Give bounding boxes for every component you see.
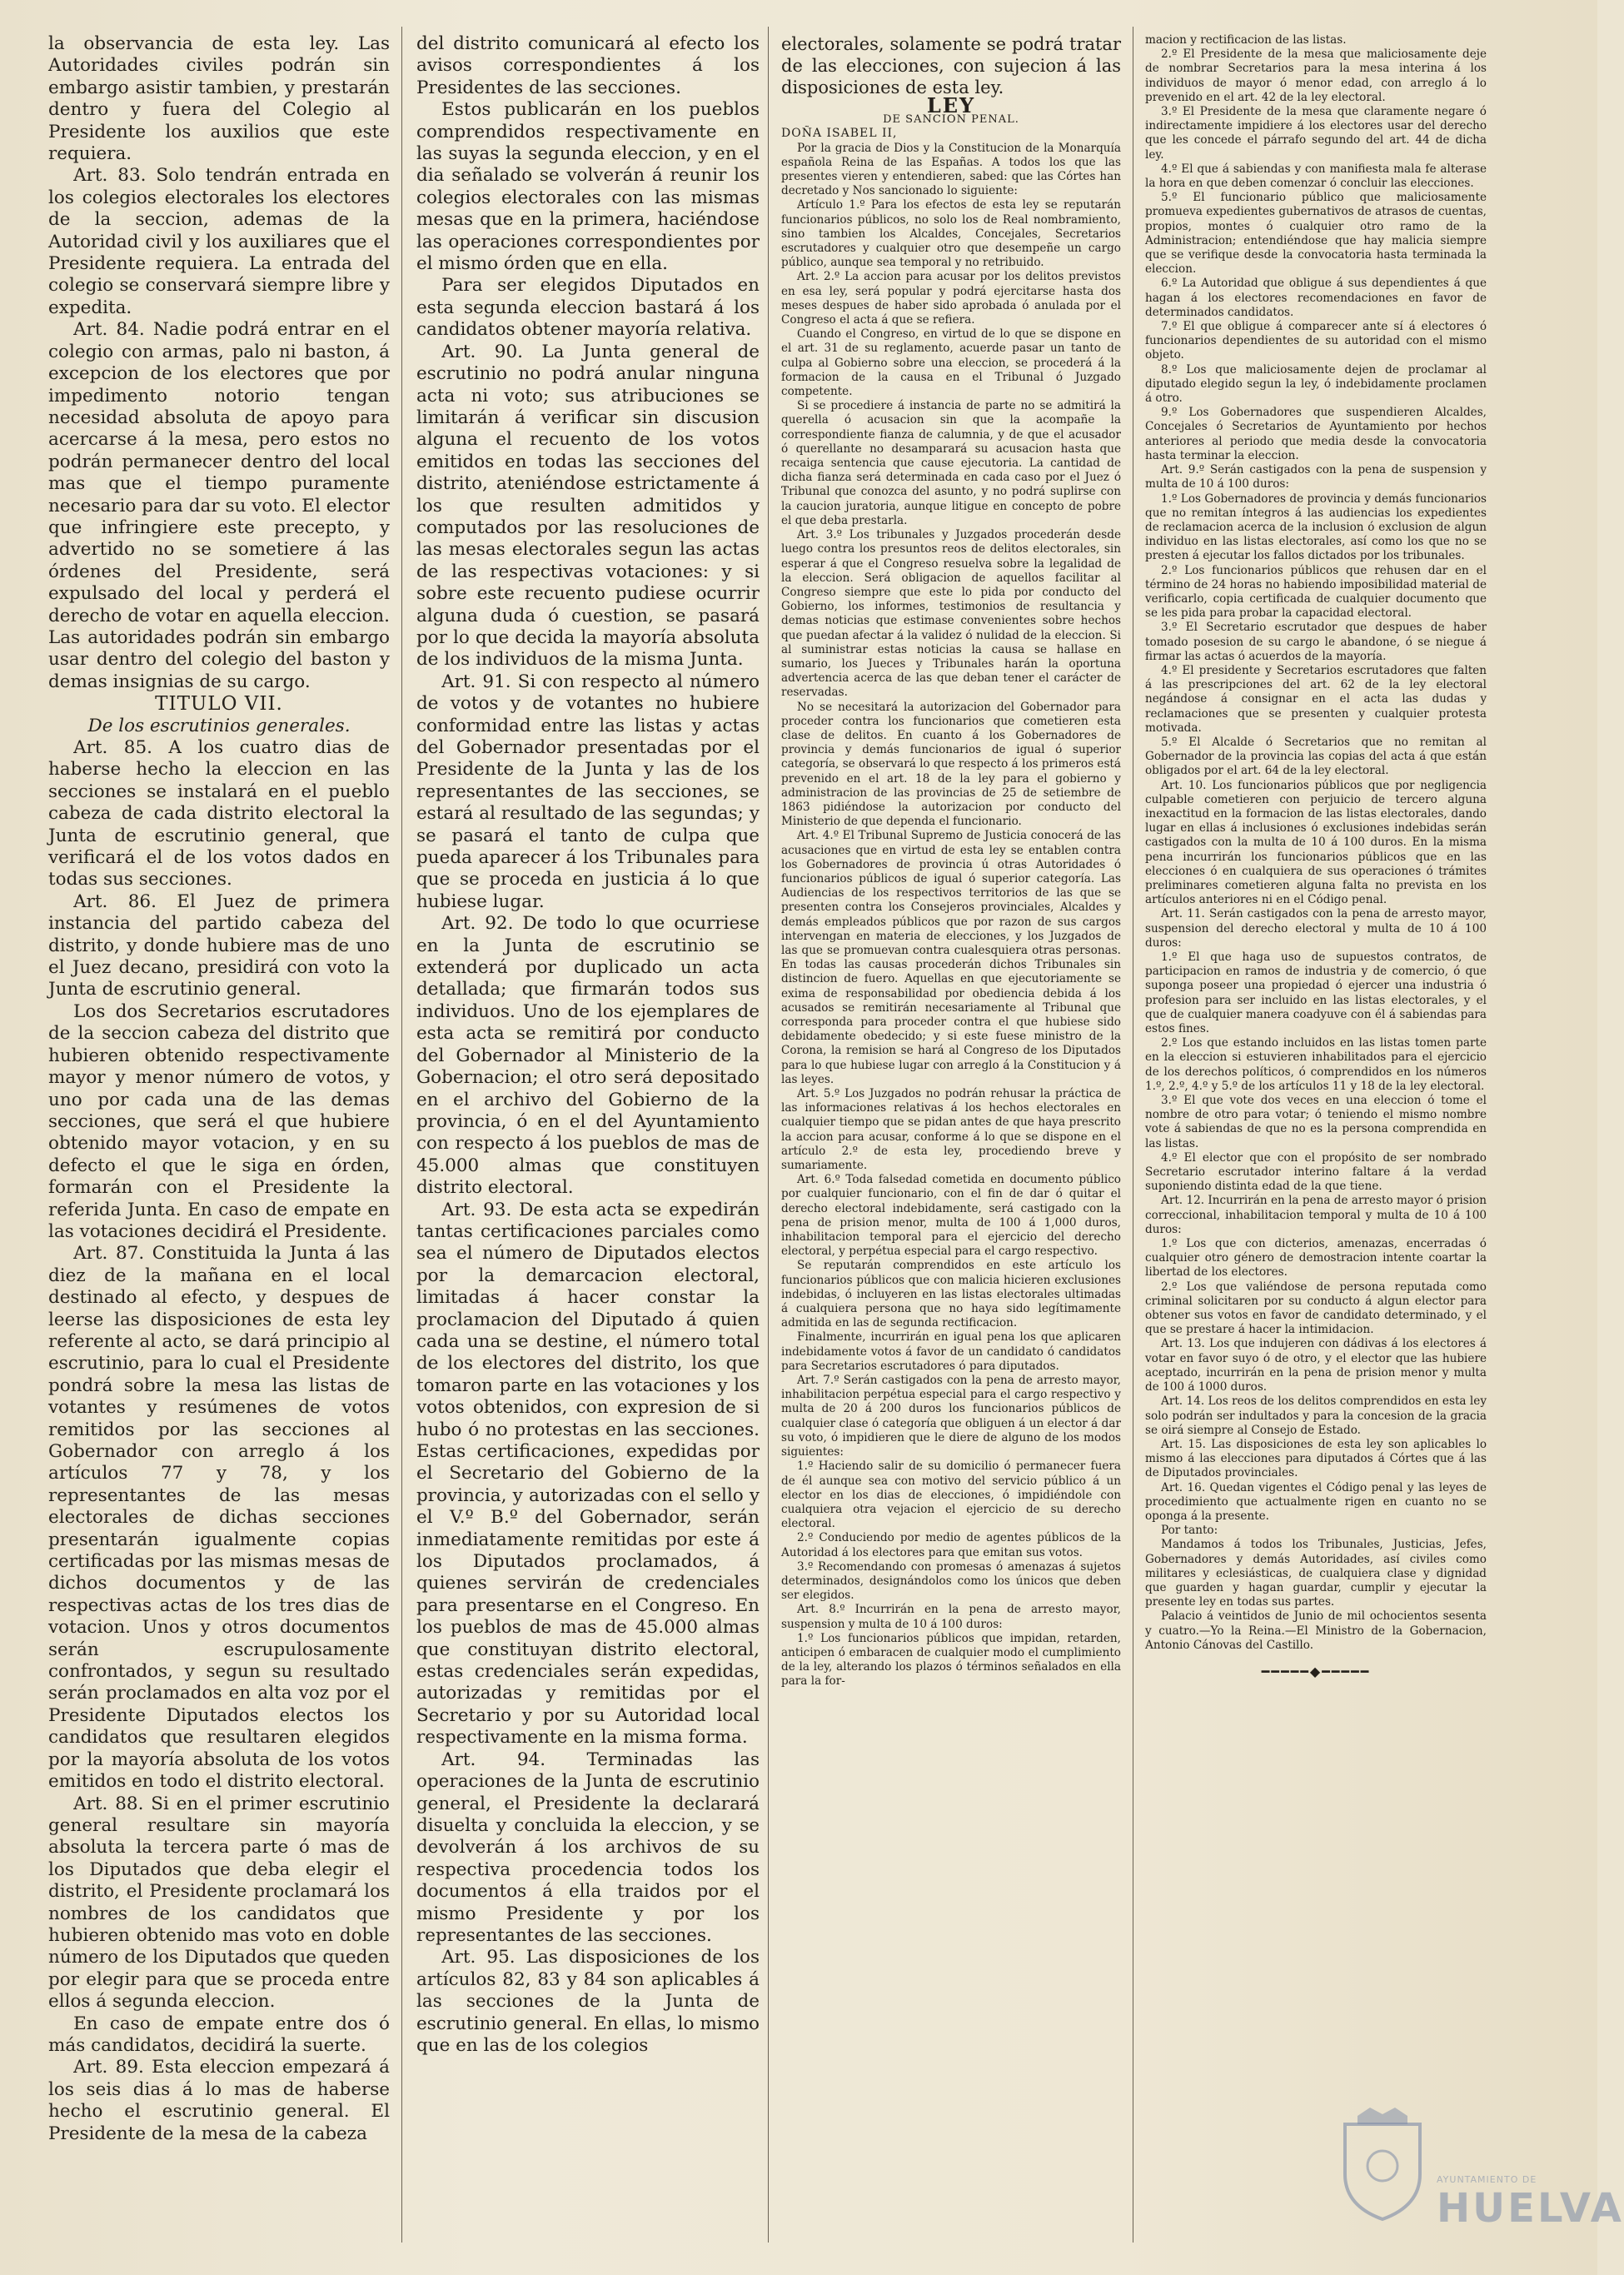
article-94: Art. 94. Terminadas las operaciones de la Junta de escrutinio general, el Presidente la declarará disuelta y concluida la eleccion, y se devolverán á los archivos de su respectiva procedencia todos los documentos á ella traidos por el mismo Presidente y por los representantes de las secciones. bbox=[416, 1749, 760, 1946]
paragraph: 1.º Los funcionarios públicos que impidan, retarden, anticipen ó embaracen de cualquier modo el cumplimiento de la ley, alterando los plazos ó términos señalados en ella para la for- bbox=[781, 1631, 1121, 1689]
paragraph: macion y rectificacion de las listas. bbox=[1145, 33, 1347, 47]
paragraph: 1.º Los Gobernadores de provincia y demás funcionarios que no remitan íntegros á las audiencias los expedientes de reclamacion acerca de la inclusion ó exclusion de algun individuo en las listas electorales, así como los que no se presten á ejecutar los fallos dictados por los tribunales. bbox=[1145, 491, 1487, 563]
article-16: Art. 16. Quedan vigentes el Código penal y las leyes de procedimiento que actualmente rigen en cuanto no se oponga á la presente. bbox=[1145, 1480, 1487, 1523]
paragraph: 1.º Haciendo salir de su domicilio ó permanecer fuera de él aunque sea con motivo del servicio público á un elector en los dias de elecciones, ó impidiéndole con cualquiera otra vejacion el ejercicio de su derecho electoral. bbox=[781, 1459, 1121, 1531]
article-90: Art. 90. La Junta general de escrutinio no podrá anular ninguna acta ni voto; sus atribuciones se limitarán á verificar sin discusion alguna el recuento de los votos emitidos en todas las secciones del distrito, ateniéndose estrictamente á los que resulten admitidos y computados por las resoluciones de las mesas electorales segun las actas de las respectivas votaciones: y si sobre este recuento pudiese ocurrir alguna duda ó cuestion, se pasará por lo que decida la mayoría absoluta de los individuos de la misma Junta. bbox=[416, 341, 760, 671]
article-85: Art. 85. A los cuatro dias de haberse hecho la eleccion en las secciones se instalará en el pueblo cabeza de cada distrito electoral la Junta de escrutinio general, que verificará el de los votos dados en todas sus secciones. bbox=[48, 737, 390, 891]
article-92: Art. 92. De todo lo que ocurriese en la Junta de escrutinio se extenderá por duplicado un acta detallada; que firmarán todos sus individuos. Uno de los ejemplares de esta acta se remitirá por conducto del Gobernador al Ministerio de la Gobernacion; el otro será depositado en el archivo del Gobierno de la provincia, ó en el del Ayuntamiento con respecto á los pueblos de mas de 45.000 almas que constituyen distrito electoral. bbox=[416, 913, 760, 1199]
paragraph: 4.º El elector que con el propósito de ser nombrado Secretario escrutador interino faltare á la verdad suponiendo distinta edad de la que tiene. bbox=[1145, 1150, 1487, 1194]
city-crest-icon bbox=[1333, 2108, 1432, 2224]
paragraph: 3.º El Presidente de la mesa que claramente negare ó indirectamente impidiere á los electores usar del derecho que les concede el párrafo segundo del art. 44 de dicha ley. bbox=[1145, 105, 1487, 162]
paragraph: 3.º El que vote dos veces en una eleccion ó tome el nombre de otro para votar; ó teniendo el mismo nombre vote á sabiendas de que no es la persona comprendida en las listas. bbox=[1145, 1094, 1487, 1150]
paragraph: 3.º Recomendando con promesas ó amenazas á sujetos determinados, designándolos como los únicos que deben ser elegidos. bbox=[781, 1559, 1121, 1603]
paragraph: Se reputarán comprendidos en este artículo los funcionarios públicos que con malicia hicieren exclusiones indebidas, ó incluyeren en las listas electorales ultimadas á cualquiera persona que no haya sido legítimamente admitida en las de segunda rectificacion. bbox=[781, 1259, 1121, 1330]
article-4: Art. 4.º El Tribunal Supremo de Justicia conocerá de las acusaciones que en virtud de esta ley se entablen contra los Gobernadores de provincia ú otras Autoridades ó funcionarios públicos de igual ó superior categoría. Las Audiencias de los respectivos territorios de las que se presenten contra los Consejeros provinciales, Alcaldes y demás empleados públicos que por razon de sus cargos intervengan en materia de elecciones, y los Juzgados de las que se promuevan contra cualesquiera otras personas. En todas las causas procederán dichos Tribunales sin distincion de fuero. Aquellas en que ejecutoriamente se exima de responsabilidad por obediencia debida á los acusados se remitirán necesariamente al Tribunal que corresponda para proceder contra el que hubiese sido debidamente obedecido; y si este fuese ministro de la Corona, la remision se hará al Congreso de los Diputados para lo que hubiese lugar con arreglo á la Constitucion y á las leyes. bbox=[781, 829, 1121, 1086]
article-95: Art. 95. Las disposiciones de los artículos 82, 83 y 84 son aplicables á las secciones de la Junta de escrutinio general. En ellas, lo mismo que en las de los colegios bbox=[416, 1947, 760, 2056]
paragraph: 3.º El Secretario escrutador que despues de haber tomado posesion de su cargo le abandone, ó se niegue á firmar las actas ó acuerdos de la mayoría. bbox=[1145, 621, 1487, 663]
paragraph: 2.º Los que estando incluidos en las listas tomen parte en la eleccion si estuvieren inhabilitados para el ejercicio de los derechos políticos, ó comprendidos en los números 1.º, 2.º, 4.º y 5.º de los artículos 11 y 18 de la ley electoral. bbox=[1145, 1036, 1487, 1093]
paragraph: 8.º Los que maliciosamente dejen de proclamar al diputado elegido segun la ley, ó indebidamente proclamen á otro. bbox=[1145, 362, 1487, 406]
article-84: Art. 84. Nadie podrá entrar en el colegio con armas, palo ni baston, á excepcion de los electores que por impedimento notorio tengan necesidad absoluta de apoyo para acercarse á la mesa, pero estos no podrán permanecer dentro del local mas que el tiempo puramente necesario para dar su voto. El elector que infringiere este precepto, y advertido no se sometiere á las órdenes del Presidente, será expulsado del local y perderá el derecho de votar en aquella eleccion. Las autoridades podrán sin embargo usar dentro del colegio del baston y demas insignias de su cargo. bbox=[48, 319, 390, 692]
article-3: Art. 3.º Los tribunales y Juzgados procederán desde luego contra los presuntos reos de delitos electorales, sin esperar á que el Congreso resuelva sobre la legalidad de la eleccion. Será obligacion de aquellos facilitar al Congreso siempre que este lo pida por conducto del Gobierno, los informes, testimonios de resultancia y demas noticias que estimase convenientes sobre hechos que puedan afectar á la validez ó nulidad de la eleccion. Si al suministrar estas noticias la causa se hallase en sumario, los Jueces y Tribunales harán la oportuna advertencia acerca de las que deban tener el carácter de reservadas. bbox=[781, 528, 1121, 700]
paragraph: Los dos Secretarios escrutadores de la seccion cabeza del distrito que hubieren obtenido respectivamente mayor y menor número de votos, y uno por cada una de las demas secciones, que será el que hubiere obtenido mayor votacion, y en su defecto el que le siga en órden, formarán con el Presidente la referida Junta. En caso de empate en las votaciones decidirá el Presidente. bbox=[48, 1000, 390, 1242]
paragraph: Finalmente, incurrirán en igual pena los que aplicaren indebidamente votos á favor de un candidato ó candidatos para Secretarios escrutadores ó para diputados. bbox=[781, 1330, 1121, 1373]
column-2 bbox=[416, 33, 760, 2057]
paragraph: 1.º Los que con dicterios, amenazas, encerradas ó cualquier otro género de demostracion intente coartar la libertad de los electores. bbox=[1145, 1237, 1487, 1280]
titulo-subheading: De los escrutinios generales. bbox=[87, 715, 351, 736]
paragraph: 4.º El que á sabiendas y con manifiesta mala fe alterase la hora en que deben comenzar ó concluir las elecciones. bbox=[1145, 162, 1487, 191]
article-86: Art. 86. El Juez de primera instancia del partido cabeza del distrito, y donde hubiere mas de uno el Juez decano, presidirá con voto la Junta de escrutinio general. bbox=[48, 891, 390, 1000]
article-13: Art. 13. Los que indujeren con dádivas á los electores á votar en favor suyo ó de otro, y el elector que las hubiere aceptado, incurrirán en la pena de prision menor y multa de 100 á 1000 duros. bbox=[1145, 1337, 1487, 1394]
article-7: Art. 7.º Serán castigados con la pena de arresto mayor, inhabilitacion perpétua especial para el cargo respectivo y multa de 20 á 200 duros los funcionarios públicos de cualquier clase ó categoría que obliguen á un elector á dar su voto, ó impidieren que le diere de alguno de los modos siguientes: bbox=[781, 1374, 1121, 1459]
article-15: Art. 15. Las disposiciones de esta ley son aplicables lo mismo á las elecciones para diputados á Córtes que á las de Diputados provinciales. bbox=[1145, 1437, 1487, 1480]
article-87: Art. 87. Constituida la Junta á las diez de la mañana en el local destinado al efecto, y despues de leerse las disposiciones de esta ley referente al acto, se dará principio al escrutinio, para lo cual el Presidente pondrá sobre la mesa las listas de votantes y resúmenes de votos remitidos por las secciones al Gobernador con arreglo á los artículos 77 y 78, y los representantes de las mesas electorales de dichas secciones presentarán igualmente copias certificadas por las mismas mesas de dichos documentos y de las respectivas actas de los tres dias de votacion. Unos y otros documentos serán escrupulosamente confrontados, y segun su resultado serán proclamados en alta voz por el Presidente Diputados electos los candidatos que resultaren elegidos por la mayoría absoluta de los votos emitidos en todo el distrito electoral. bbox=[48, 1243, 390, 1793]
column-rule bbox=[401, 27, 402, 2243]
column-rule bbox=[768, 27, 769, 2243]
paragraph: No se necesitará la autorizacion del Gobernador para proceder contra los funcionarios que cometieren esta clase de delitos. En cuanto á los Gobernadores de provincia y demás funcionarios de igual ó superior categoría, se observará lo que respecto á los primeros está prevenido en el art. 18 de la ley para el gobierno y administracion de las provincias de 25 de setiembre de 1863 pidiéndose la autorizacion por conducto del Ministerio de que dependa el funcionario. bbox=[781, 700, 1121, 829]
article-5: Art. 5.º Los Juzgados no podrán rehusar la práctica de las informaciones relativas á los hechos electorales en cualquier tiempo que se pidan antes de que haya prescrito la accion para acusar, conforme á lo que se dispone en el artículo 2.º de esta ley, procediendo breve y sumariamente. bbox=[781, 1087, 1121, 1173]
stamp-title: HUELVA bbox=[1437, 2185, 1624, 2232]
paragraph: 7.º El que obligue á comparecer ante sí á electores ó funcionarios dependientes de su autoridad con el mismo objeto. bbox=[1145, 320, 1487, 362]
paragraph: Mandamos á todos los Tribunales, Justicias, Jefes, Gobernadores y demás Autoridades, así civiles como militares y eclesiásticas, de cualquiera clase y dignidad que guarden y hagan guardar, cumplir y ejecutar la presente ley en todas sus partes. bbox=[1145, 1538, 1487, 1609]
article-10: Art. 10. Los funcionarios públicos que por negligencia culpable cometieren con perjuicio de tercero alguna inexactitud en la formacion de las listas electorales, dando lugar en ellas á inclusiones ó exclusiones indebidas serán castigados con la multa de 10 á 100 duros. En la misma pena incurrirán los funcionarios públicos que en las elecciones ó en cualquiera de sus operaciones ó trámites preliminares cometieren alguna falta no prevista en los artículos anteriores ni en el Código penal. bbox=[1145, 778, 1487, 907]
article-93: Art. 93. De esta acta se expedirán tantas certificaciones parciales como sea el número de Diputados electos por la demarcacion electoral, limitadas á hacer constar la proclamacion del Diputado á quien cada una se destine, el número total de los electores del distrito, los que tomaron parte en las votaciones y los votos obtenidos, con expresion de si hubo ó no protestas en las secciones. Estas certificaciones, expedidas por el Secretario del Gobierno de la provincia, y autorizadas con el sello y el V.º B.º del Gobernador, serán inmediatamente remitidas por este á los Diputados proclamados, á quienes servirán de credenciales para presentarse en el Congreso. En los pueblos de mas de 45.000 almas que constituyan distrito electoral, estas credenciales serán expedidas, autorizadas y remitidas por el Secretario y por su Autoridad local respectivamente en la misma forma. bbox=[416, 1199, 760, 1749]
stamp-top-text: AYUNTAMIENTO DE bbox=[1437, 2174, 1537, 2185]
article-11: Art. 11. Serán castigados con la pena de arresto mayor, suspension del derecho electoral y multa de 10 á 100 duros: bbox=[1145, 907, 1487, 950]
paragraph: 5.º El Alcalde ó Secretarios que no remitan al Gobernador de la provincia las copias del acta á que están obligados por el art. 64 de la ley electoral. bbox=[1145, 735, 1487, 778]
paragraph: Cuando el Congreso, en virtud de lo que se dispone en el art. 31 de su reglamento, acuerde pasar un tanto de culpa al Gobierno sobre una eleccion, se procederá á la formacion de la causa en el Tribunal ó Juzgado competente. bbox=[781, 327, 1121, 399]
article-88: Art. 88. Si en el primer escrutinio general resultare sin mayoría absoluta la tercera parte ó mas de los Diputados que deba elegir el distrito, el Presidente proclamará los nombres de los candidatos que hubieren obtenido mas voto en doble número de los Diputados que queden por elegir para que se proceda entre ellos á segunda eleccion. bbox=[48, 1793, 390, 2013]
paragraph: 2.º Los que valiéndose de persona reputada como criminal solicitaren por su conducto á algun elector para obtener sus votos en favor de candidato determinado, y el que se prestare á hacer la intimidacion. bbox=[1145, 1280, 1487, 1337]
article-8: Art. 8.º Incurrirán en la pena de arresto mayor, suspension y multa de 10 á 100 duros: bbox=[781, 1603, 1121, 1631]
article-91: Art. 91. Si con respecto al número de votos y de votantes no hubiere conformidad entre las listas y actas del Gobernador presentadas por el Presidente de la Junta y las de los representantes de las secciones, se estará al resultado de las segundas; y se pasará el tanto de culpa que pueda aparecer á los Tribunales para que se proceda en justicia á lo que hubiese lugar. bbox=[416, 671, 760, 912]
article-6: Art. 6.º Toda falsedad cometida en documento público por cualquier funcionario, con el fin de dar ó quitar el derecho electoral indebidamente, será castigado con la pena de prision menor, multa de 100 á 1,000 duros, inhabilitacion temporal para el ejercicio del derecho electoral, y perpétua especial para el cargo respectivo. bbox=[781, 1173, 1121, 1259]
paragraph: 2.º El Presidente de la mesa que maliciosamente deje de nombrar Secretarios para la mesa interina á los individuos de mayor ó menor edad, con arreglo á lo prevenido en el art. 42 de la ley electoral. bbox=[1145, 47, 1487, 104]
paragraph: Por tanto: bbox=[1161, 1524, 1218, 1538]
paragraph: 2.º Los funcionarios públicos que rehusen dar en el término de 24 horas no habiendo imposibilidad material de verificarlo, copia certificada de cualquier documento que se les pida para probar la capacidad electoral. bbox=[1145, 563, 1487, 621]
ley-title: LEY bbox=[926, 93, 976, 117]
paragraph: Por la gracia de Dios y la Constitucion de la Monarquía española Reina de las Españas. A todos los que las presentes vieren y entendieren, sabed: que las Córtes han decretado y Nos sancionado lo siguiente: bbox=[781, 141, 1121, 198]
article-83: Art. 83. Solo tendrán entrada en los colegios electorales los electores de la seccion, ademas de la Autoridad civil y los auxiliares que el Presidente requiera. La entrada del colegio se conservará siempre libre y expedita. bbox=[48, 165, 390, 318]
paragraph: Estos publicarán en los pueblos comprendidos respectivamente en las suyas la segunda eleccion, y en el dia señalado se volverán á reunir los colegios electorales con las mismas mesas que en la primera, haciéndose las operaciones correspondientes por el mismo órden que en ella. bbox=[416, 99, 760, 275]
paragraph: 6.º La Autoridad que obligue á sus dependientes á que hagan á los electores recomendaciones en favor de determinados candidatos. bbox=[1145, 277, 1487, 319]
article-14: Art. 14. Los reos de los delitos comprendidos en esta ley solo podrán ser indultados y para la concesion de la gracia se oirá siempre al Consejo de Estado. bbox=[1145, 1394, 1487, 1437]
signature-paragraph: Palacio á veintidos de Junio de mil ochocientos sesenta y cuatro.—Yo la Reina.—El Ministro de la Gobernacion, Antonio Cánovas del Castillo. bbox=[1145, 1609, 1487, 1652]
paragraph: 9.º Los Gobernadores que suspendieren Alcaldes, Concejales ó Secretarios de Ayuntamiento por hechos anteriores al periodo que media desde la convocatoria hasta terminar la eleccion. bbox=[1145, 406, 1487, 462]
paragraph: 1.º El que haga uso de supuestos contratos, de participacion en ramos de industria y de comercio, ó que suponga poseer una propiedad ó ejercer una industria ó profesion para ser incluido en las listas electorales, y el que de cualquier manera coadyuve con él á sabiendas para estos fines. bbox=[1145, 950, 1487, 1036]
paragraph: Si se procediere á instancia de parte no se admitirá la querella ó acusacion sin que la acompañe la correspondiente fianza de calumnia, y de que el acusador ó querellante no desamparará su acusacion hasta que recaiga sentencia que cause ejecutoria. La cantidad de dicha fianza será determinada en cada caso por el Juez ó Tribunal que conozca del asunto, y no podrá suplirse con la caucion juratoria, aunque litigue en concepto de pobre el que deba prestarla. bbox=[781, 399, 1121, 527]
column-4 bbox=[1145, 33, 1487, 1690]
paragraph: 4.º El presidente y Secretarios escrutadores que falten á las prescripciones del art. 62 de la ley electoral negándose á consignar en el acta las dudas y reclamaciones que se presenten y cualquier protesta motivada. bbox=[1145, 663, 1487, 735]
article-9: Art. 9.º Serán castigados con la pena de suspension y multa de 10 á 100 duros: bbox=[1145, 463, 1487, 491]
paragraph: Para ser elegidos Diputados en esta segunda eleccion bastará á los candidatos obtener mayoría relativa. bbox=[416, 275, 760, 341]
article-12: Art. 12. Incurrirán en la pena de arresto mayor ó prision correccional, inhabilitacion temporal y multa de 10 á 100 duros: bbox=[1145, 1194, 1487, 1236]
ornament-rule-icon: ━━━━━◆━━━━━ bbox=[1261, 1663, 1371, 1679]
article-2: Art. 2.º La accion para acusar por los delitos previstos en esa ley, será popular y podrá ejercitarse hasta dos meses despues de haber sido aprobada ó anulada por el Congreso el acta á que se refiera. bbox=[781, 270, 1121, 327]
column-3 bbox=[781, 33, 1121, 1689]
paragraph: la observancia de esta ley. Las Autoridades civiles podrán sin embargo asistir tambien, y prestarán dentro y fuera del Colegio al Presidente los auxilios que este requiera. bbox=[48, 33, 390, 165]
article-89: Art. 89. Esta eleccion empezará á los seis dias á lo mas de haberse hecho el escrutinio general. El Presidente de la mesa de la cabeza bbox=[48, 2057, 390, 2144]
queen-heading: DOÑA ISABEL II, bbox=[781, 127, 898, 141]
paragraph: 2.º Conduciendo por medio de agentes públicos de la Autoridad á los electores para que emitan sus votos. bbox=[781, 1531, 1121, 1559]
archive-stamp bbox=[1437, 2174, 1624, 2232]
column-1 bbox=[48, 33, 390, 2145]
paragraph: En caso de empate entre dos ó más candidatos, decidirá la suerte. bbox=[48, 2013, 390, 2056]
article-1: Artículo 1.º Para los efectos de esta ley se reputarán funcionarios públicos, no solo los de Real nombramiento, sino tambien los Alcaldes, Concejales, Secretarios escrutadores y cualquier otro que desempeñe un cargo público, aunque sea temporal y no retribuido. bbox=[781, 198, 1121, 270]
paragraph: 5.º El funcionario público que maliciosamente promueva expedientes gubernativos de atrasos de cuentas, propios, montes ó cualquier otro ramo de la Administracion; entendiéndose que hay malicia siempre que se verifique desde la convocatoria hasta terminada la eleccion. bbox=[1145, 191, 1487, 277]
ley-subtitle: DE SANCION PENAL. bbox=[883, 113, 1019, 127]
titulo-heading: TITULO VII. bbox=[155, 693, 283, 716]
paragraph: electorales, solamente se podrá tratar de las elecciones, con sujecion á las disposiciones de esta ley. bbox=[781, 34, 1121, 97]
paragraph: del distrito comunicará al efecto los avisos correspondientes á los Presidentes de las secciones. bbox=[416, 33, 760, 98]
